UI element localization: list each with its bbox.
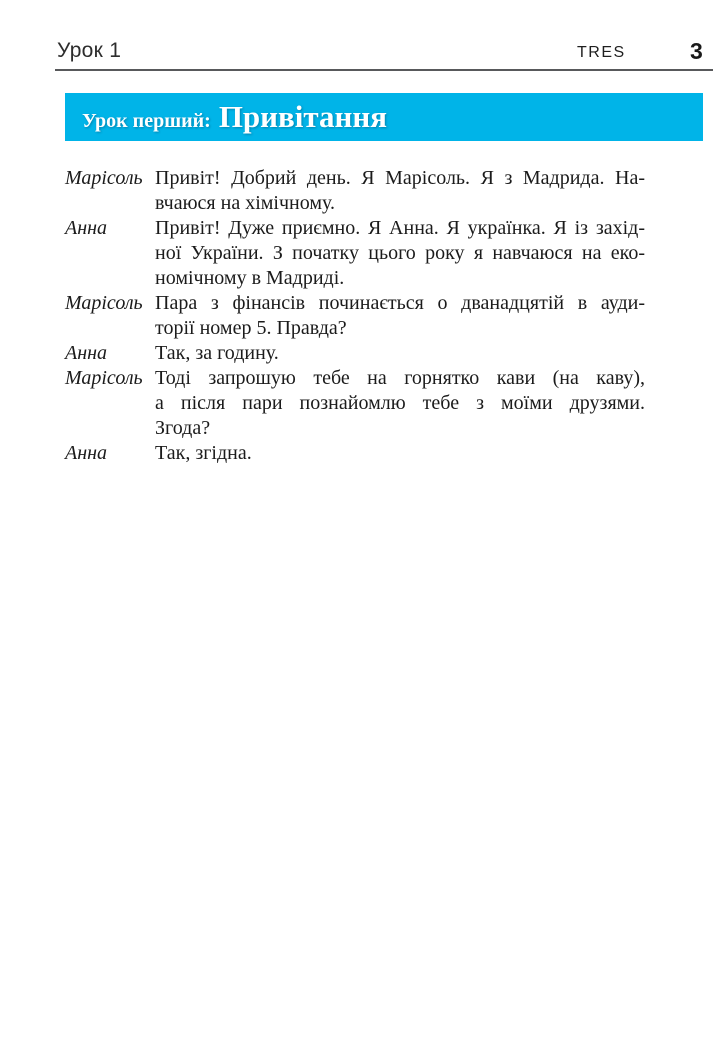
dialogue-line: ної України. З початку цього року я навчаюся на еко- [155, 242, 645, 264]
dialogue-line: Пара з фінансів починається о дванадцятій в ауди- [155, 292, 645, 314]
dialogue-speech [155, 291, 645, 341]
dialogue-turn [65, 166, 645, 216]
dialogue-turn [65, 291, 645, 341]
dialogue-speech [155, 216, 645, 291]
dialogue-line: Привіт! Добрий день. Я Марісоль. Я з Мадрида. На- [155, 167, 645, 189]
page-number: 3 [690, 38, 703, 64]
dialogue-line: номічному в Мадриді. [155, 267, 345, 289]
dialogue-line: Згода? [155, 417, 211, 439]
dialogue-speaker: Марісоль [65, 292, 143, 314]
header-rule [55, 69, 713, 71]
dialogue-line: Так, згідна. [155, 442, 252, 464]
dialogue-turn [65, 341, 645, 366]
dialogue-speech [155, 441, 645, 466]
lesson-banner-prefix: Урок перший: [82, 110, 211, 132]
lesson-banner-title: Привітання [218, 99, 387, 134]
dialogue-speaker: Анна [65, 442, 108, 464]
header-word-tres: TRES [577, 44, 626, 61]
dialogue-speech [155, 166, 645, 216]
dialogue-line: Привіт! Дуже приємно. Я Анна. Я українка. Я із захід- [155, 217, 645, 239]
dialogue-line: Так, за годину. [155, 342, 279, 364]
dialogue-turn [65, 216, 645, 291]
dialogue-speaker: Марісоль [65, 367, 143, 389]
dialogue-speaker: Марісоль [65, 167, 143, 189]
dialogue-line: Тоді запрошую тебе на горнятко кави (на каву), [155, 367, 645, 389]
lesson-title-banner [65, 93, 703, 141]
dialogue-speaker: Анна [65, 342, 108, 364]
dialogue-line: торії номер 5. Правда? [155, 317, 347, 339]
dialogue-line: а після пари познайомлю тебе з моїми друзями. [155, 392, 645, 414]
dialogue-speech [155, 341, 645, 366]
dialogue-turn [65, 366, 645, 441]
dialogue-turn [65, 441, 645, 466]
header-lesson-label: Урок 1 [57, 39, 122, 62]
dialogue-block [65, 166, 645, 466]
dialogue-line: вчаюся на хімічному. [155, 192, 336, 214]
dialogue-speech [155, 366, 645, 441]
dialogue-speaker: Анна [65, 217, 108, 239]
